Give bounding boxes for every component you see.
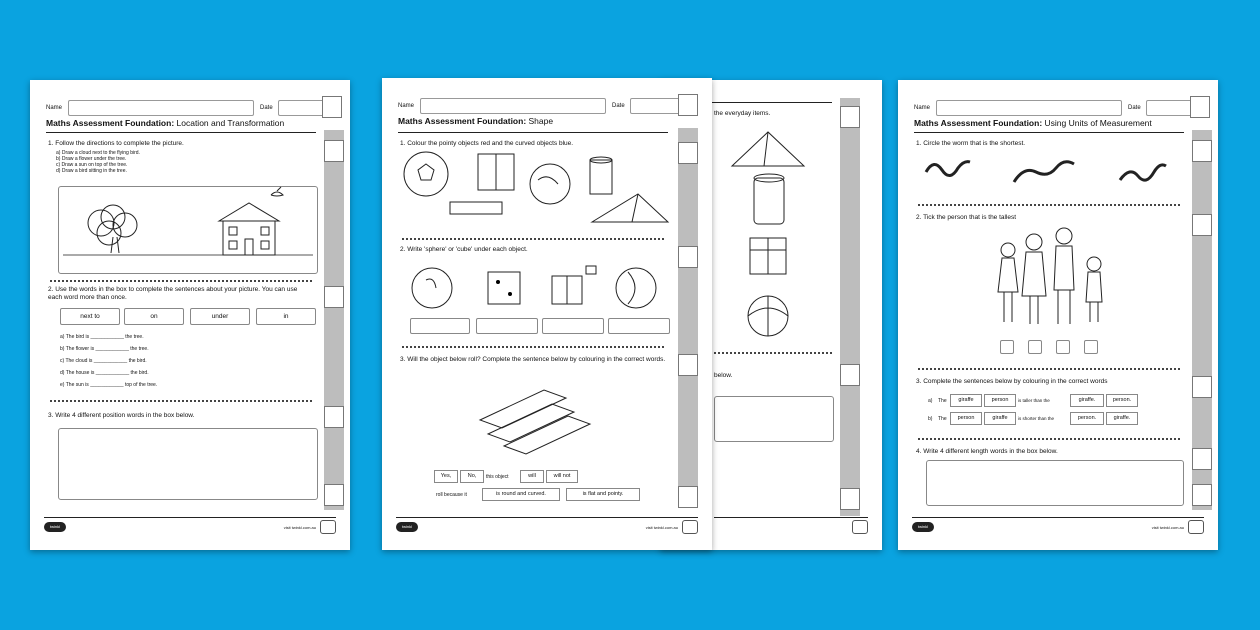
option-round-curved[interactable]: is round and curved. [482, 488, 560, 501]
question-1: 1. Circle the worm that is the shortest. [916, 140, 1026, 147]
marks-box [324, 140, 344, 162]
sentence-c: c) The cloud is ____________ the bird. [60, 358, 147, 364]
question-3: 3. Write 4 different position words in the box below. [48, 412, 195, 419]
twinkl-logo: twinkl [44, 522, 66, 532]
q1-item-c: c) Draw a sun on top of the tree. [56, 162, 128, 168]
gift-box-icon [478, 154, 514, 190]
option-person[interactable]: person. [1070, 412, 1104, 425]
option-giraffe[interactable]: giraffe. [1106, 412, 1138, 425]
page-title [398, 116, 553, 126]
twinkl-logo: twinkl [912, 522, 934, 532]
person-icon [1086, 257, 1102, 322]
marble-icon [412, 268, 452, 308]
date-label: Date [260, 105, 273, 111]
divider [50, 400, 312, 402]
question-4: 4. Write 4 different length words in the box below. [916, 448, 1058, 455]
roll-because-text: roll because it [436, 492, 467, 498]
marks-box [678, 354, 698, 376]
option-yes[interactable]: Yes, [434, 470, 458, 483]
question-3: 3. Complete the sentences below by colouring in the correct words [916, 378, 1108, 385]
footer [714, 517, 868, 534]
person-icon [998, 243, 1018, 322]
worksheet-units-of-measurement [898, 80, 1218, 550]
name-label: Name [398, 103, 415, 109]
question-partial: the everyday items. [714, 110, 771, 117]
marks-box [324, 286, 344, 308]
word-on[interactable]: on [124, 308, 184, 325]
name-field[interactable] [68, 100, 254, 116]
title-bold: Maths Assessment Foundation: [914, 118, 1043, 128]
row-b-middle: is shorter than the [1018, 416, 1055, 421]
marks-box [324, 406, 344, 428]
marks-box [1192, 376, 1212, 398]
globe-icon [530, 164, 570, 204]
divider [918, 368, 1180, 370]
header-row [914, 100, 1172, 116]
tick-box[interactable] [1000, 340, 1014, 354]
header-row [398, 98, 666, 114]
tree-icon [88, 205, 137, 253]
marks-box [840, 364, 860, 386]
marks-box [1192, 214, 1212, 236]
title-bold: Maths Assessment Foundation: [398, 116, 527, 126]
page-title [914, 118, 1152, 128]
twinkl-logo: twinkl [396, 522, 418, 532]
word-in[interactable]: in [256, 308, 316, 325]
ball-icon [616, 268, 656, 308]
bird-icon [271, 187, 283, 196]
question-1: 1. Follow the directions to complete the picture. [48, 140, 184, 147]
seal-icon [320, 520, 336, 534]
answer-box[interactable] [714, 396, 834, 442]
answer-field[interactable] [476, 318, 538, 334]
question-2: 2. Write 'sphere' or 'cube' under each object. [400, 246, 528, 253]
row-b-the: The [938, 416, 947, 422]
question-2: 2. Use the words in the box to complete the sentences about your picture. You can use each word more than once. [48, 286, 298, 301]
title-rest: Using Units of Measurement [1042, 118, 1152, 128]
sentence-e: e) The sun is ____________ top of the tree. [60, 382, 158, 388]
sentence-text: this object [486, 474, 509, 480]
tick-box[interactable] [1056, 340, 1070, 354]
house-icon [219, 203, 279, 255]
block-icon [450, 202, 502, 214]
option-person[interactable]: person. [1106, 394, 1138, 407]
name-label: Name [46, 105, 63, 111]
worm-icon [1014, 162, 1074, 182]
beach-ball-icon [748, 296, 788, 336]
present-icon [552, 266, 596, 304]
sphere-cube-picture [402, 264, 672, 314]
option-person[interactable]: person [984, 394, 1016, 407]
footer [44, 517, 336, 534]
answer-field[interactable] [608, 318, 670, 334]
page-title [46, 118, 284, 128]
row-a-the: The [938, 398, 947, 404]
divider [918, 438, 1180, 440]
divider [50, 280, 312, 282]
dice-icon [488, 272, 520, 304]
question-2: 2. Tick the person that is the tallest [916, 214, 1017, 221]
marks-total-box [1190, 96, 1210, 118]
q1-item-d: d) Draw a bird sitting in the tree. [56, 168, 127, 174]
worms-picture [918, 152, 1188, 192]
divider [714, 352, 832, 354]
question-partial-2: below. [714, 372, 733, 379]
option-no[interactable]: No, [460, 470, 484, 483]
answer-box[interactable] [58, 428, 318, 500]
tick-box[interactable] [1084, 340, 1098, 354]
wood-blocks-icon [480, 390, 590, 454]
picture-panel[interactable] [58, 186, 318, 274]
title-rule [398, 132, 668, 133]
marks-box [678, 246, 698, 268]
footer-url: visit twinkl.com.au [283, 525, 316, 530]
marks-total-box [322, 96, 342, 118]
question-3: 3. Will the object below roll? Complete the sentence below by colouring in the correct words. [400, 356, 666, 363]
option-person[interactable]: person [950, 412, 982, 425]
seal-icon [852, 520, 868, 534]
name-field[interactable] [420, 98, 606, 114]
title-rest: Shape [526, 116, 554, 126]
marks-total-box [678, 94, 698, 116]
title-rule [914, 132, 1184, 133]
title-rule [46, 132, 316, 133]
footer [396, 517, 698, 534]
name-label: Name [914, 105, 931, 111]
footer-url: visit twinkl.com.au [645, 525, 678, 530]
can-icon [754, 174, 784, 224]
worm-icon [1120, 165, 1166, 180]
triangle-icon [732, 132, 804, 166]
wood-logs-picture [474, 384, 594, 454]
tick-box[interactable] [1028, 340, 1042, 354]
sentence-a: a) The bird is ____________ the tree. [60, 334, 144, 340]
marks-box [1192, 448, 1212, 470]
answer-field[interactable] [410, 318, 470, 334]
gift-box-icon [750, 238, 786, 274]
row-a-label: a) [928, 398, 933, 404]
divider [918, 204, 1180, 206]
marks-box [840, 488, 860, 510]
marks-box [324, 484, 344, 506]
option-giraffe[interactable]: giraffe. [1070, 394, 1104, 407]
option-flat-pointy[interactable]: is flat and pointy. [566, 488, 640, 501]
shapes-picture [402, 150, 672, 230]
word-under[interactable]: under [190, 308, 250, 325]
tin-can-icon [590, 157, 612, 194]
answer-field[interactable] [542, 318, 604, 334]
football-icon [404, 152, 448, 196]
divider [402, 346, 664, 348]
answer-box[interactable] [926, 460, 1184, 506]
row-a-middle: is taller than the [1018, 398, 1050, 403]
marks-box [678, 142, 698, 164]
person-icon [1054, 228, 1074, 324]
footer [912, 517, 1204, 534]
word-next-to[interactable]: next to [60, 308, 120, 325]
name-field[interactable] [936, 100, 1122, 116]
title-rest: Location and Transformation [174, 118, 285, 128]
footer-url: visit twinkl.com.au [1151, 525, 1184, 530]
marks-sidebar [678, 128, 698, 508]
tree-house-picture [59, 187, 317, 273]
q1-item-b: b) Draw a flower under the tree. [56, 156, 127, 162]
worksheet-shape [382, 78, 712, 550]
sentence-b: b) The flower is ____________ the tree. [60, 346, 149, 352]
header-row [46, 100, 304, 116]
date-field[interactable] [630, 98, 684, 114]
marks-sidebar [324, 130, 344, 510]
person-icon [1022, 234, 1046, 324]
marks-box [678, 486, 698, 508]
title-bold: Maths Assessment Foundation: [46, 118, 175, 128]
option-will[interactable]: will [520, 470, 544, 483]
marks-box [1192, 140, 1212, 162]
date-label: Date [1128, 105, 1141, 111]
date-label: Date [612, 103, 625, 109]
row-b-label: b) [928, 416, 933, 422]
option-giraffe[interactable]: giraffe [950, 394, 982, 407]
q1-item-a: a) Draw a cloud next to the flying bird. [56, 150, 140, 156]
option-giraffe[interactable]: giraffe [984, 412, 1016, 425]
divider [402, 238, 664, 240]
marks-box [1192, 484, 1212, 506]
pyramid-icon [592, 194, 668, 222]
worksheet-location-transformation [30, 80, 350, 550]
option-will-not[interactable]: will not [546, 470, 578, 483]
seal-icon [682, 520, 698, 534]
sentence-d: d) The house is ____________ the bird. [60, 370, 149, 376]
worm-icon [926, 162, 970, 176]
seal-icon [1188, 520, 1204, 534]
question-1: 1. Colour the pointy objects red and the curved objects blue. [400, 140, 574, 147]
people-picture [994, 226, 1114, 326]
